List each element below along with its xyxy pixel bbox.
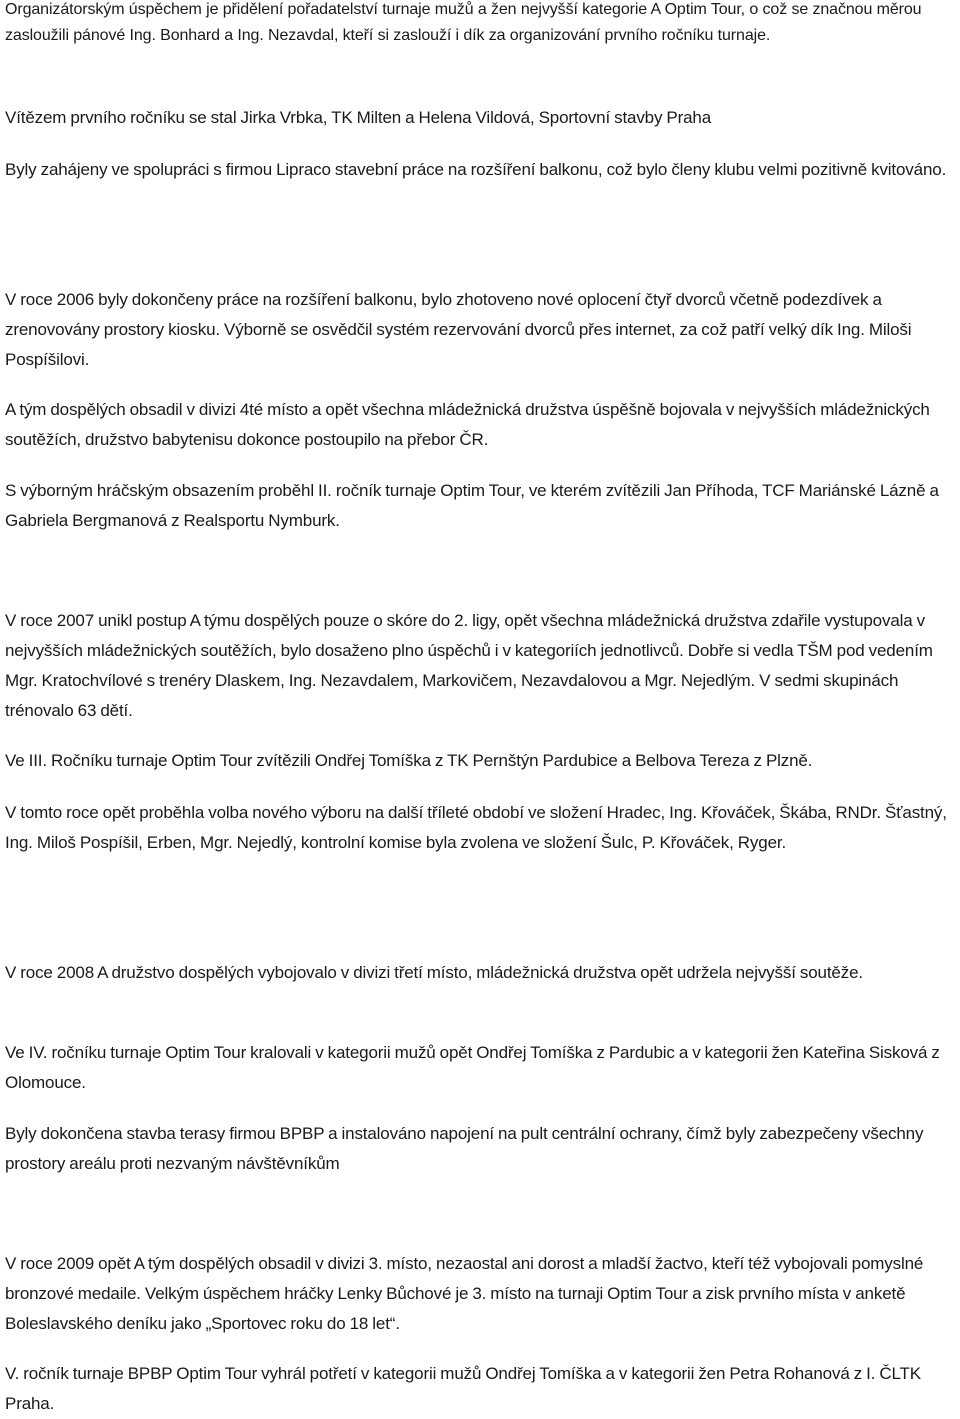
paragraph-2009: V roce 2009 opět A tým dospělých obsadil v divizi 3. místo, nezaostal ani dorost a mladší žactvo, kteří též vybojovali pomyslné bronzové medaile. Velkým úspěchem hráčky Lenky Bůchové je 3. místo na turnaji Optim Tour a zisk prvního místa v anketě Boleslavského deníku jako „Sportovec roku do 18 let“. xyxy=(5,1254,924,1333)
paragraph-2007: V roce 2007 unikl postup A týmu dospělých pouze o skóre do 2. ligy, opět všechna mládežnická družstva zdařile vystupovala v nejvyšších mládežnických soutěžích, bylo dosaženo plno úspěchů i v kategoriích jednotlivců. Dobře si vedla TŠM pod vedením Mgr. Kratochvílové s trenéry Dlaskem, Ing. Nezavdalem, Markovičem, Nezavdalovou a Mgr. Nejedlým. V sedmi skupinách trénovalo 63 dětí. xyxy=(5,611,933,720)
paragraph-balcony-works-start: Byly zahájeny ve spolupráci s firmou Lipraco stavební práce na rozšíření balkonu, což bylo členy klubu velmi pozitivně kvitováno. xyxy=(5,160,947,179)
paragraph-third-tournament: Ve III. Ročníku turnaje Optim Tour zvítězili Ondřej Tomíška z TK Pernštýn Pardubice a Belbova Tereza z Plzně. xyxy=(5,751,813,770)
paragraph-team-results: A tým dospělých obsadil v divizi 4té místo a opět všechna mládežnická družstva úspěšně bojovala v nejvyšších mládežnických soutěžích, družstvo babytenisu dokonce postoupilo na přebor ČR. xyxy=(5,400,930,449)
paragraph-second-tournament: S výborným hráčským obsazením proběhl II. ročník turnaje Optim Tour, ve kterém zvítězili Jan Příhoda, TCF Mariánské Lázně a Gabriela Bergmanová z Realsportu Nymburk. xyxy=(5,481,939,530)
paragraph-2006: V roce 2006 byly dokončeny práce na rozšíření balkonu, bylo zhotoveno nové oplocení čtyř dvorců včetně podezdívek a zrenovovány prostory kiosku. Výborně se osvědčil systém rezervování dvorců přes internet, za což patří velký dík Ing. Miloši Pospíšilovi. xyxy=(5,290,912,369)
paragraph-terrace-construction: Byly dokončena stavba terasy firmou BPBP a instalováno napojení na pult centrální ochrany, čímž byly zabezpečeny všechny prostory areálu proti nezvaným návštěvníkům xyxy=(5,1124,924,1173)
paragraph-fifth-tournament: V. ročník turnaje BPBP Optim Tour vyhrál potřetí v kategorii mužů Ondřej Tomíška a v kategorii žen Petra Rohanová z I. ČLTK Praha. xyxy=(5,1364,921,1413)
paragraph-committee-election: V tomto roce opět proběhla volba nového výboru na další tříleté období ve složení Hradec, Ing. Křováček, Škába, RNDr. Šťastný, Ing. Miloš Pospíšil, Erben, Mgr. Nejedlý, kontrolní komise byla zvolena ve složení Šulc, P. Křováček, Ryger. xyxy=(5,803,947,852)
paragraph-fourth-tournament: Ve IV. ročníku turnaje Optim Tour kralovali v kategorii mužů opět Ondřej Tomíška z Pardubic a v kategorii žen Kateřina Sisková z Olomouce. xyxy=(5,1043,940,1092)
paragraph-organization-success: Organizátorským úspěchem je přidělení pořadatelství turnaje mužů a žen nejvyšší kategorie A Optim Tour, o což se značnou měrou zasloužili pánové Ing. Bonhard a Ing. Nezavdal, kteří si zaslouží i dík za organizování prvního ročníku turnaje. xyxy=(5,1,922,44)
paragraph-2008: V roce 2008 A družstvo dospělých vybojovalo v divizi třetí místo, mládežnická družstva opět udržela nejvyšší soutěže. xyxy=(5,963,863,982)
paragraph-first-year-winners: Vítězem prvního ročníku se stal Jirka Vrbka, TK Milten a Helena Vildová, Sportovní stavby Praha xyxy=(5,108,712,127)
